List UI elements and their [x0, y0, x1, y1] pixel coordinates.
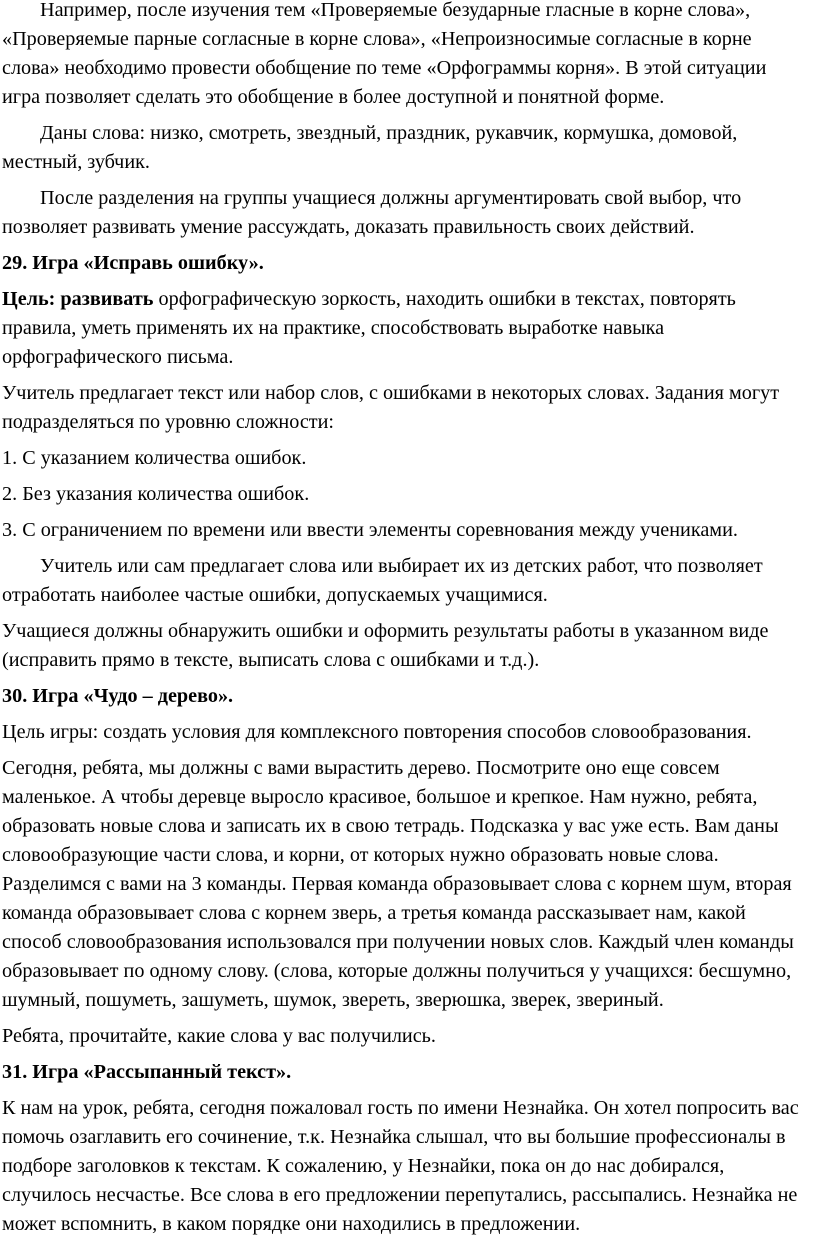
- paragraph-30-read: Ребята, прочитайте, какие слова у вас получились.: [2, 1025, 436, 1047]
- heading-game-31: 31. Игра «Рассыпанный текст».: [2, 1061, 292, 1083]
- list-item: 3. С ограничением по времени или ввести элементы соревнования между учениками.: [2, 519, 738, 541]
- paragraph-29-students: Учащиеся должны обнаружить ошибки и оформить результаты работы в указанном виде (исправить прямо в тексте, выписать слова с ошибками и т.д.).: [2, 620, 769, 671]
- paragraph-29-teacher: Учитель или сам предлагает слова или выбирает их из детских работ, что позволяет отработать наиболее частые ошибки, допускаемых учащимися.: [2, 555, 763, 606]
- paragraph-30-goal: Цель игры: создать условия для комплексного повторения способов словообразования.: [2, 721, 752, 743]
- heading-game-30: 30. Игра «Чудо – дерево».: [2, 685, 234, 707]
- goal-text: орфографическую зоркость, находить ошибки в текстах, повторять правила, уметь применять их на практике, способствовать выработке навыка орфографического письма.: [2, 288, 736, 368]
- list-item: 1. С указанием количества ошибок.: [2, 447, 307, 469]
- goal-label: Цель: развивать: [2, 288, 154, 310]
- paragraph-generalization: Например, после изучения тем «Проверяемые безударные гласные в корне слова», «Проверяемые парные согласные в корне слова», «Непроизносимые согласные в корне слова» необходимо провести обобщение по теме «Орфограммы корня». В этой ситуации игра позволяет сделать это обобщение в более доступной и понятной форме.: [2, 0, 767, 108]
- paragraph-word-list: Даны слова: низко, смотреть, звездный, праздник, рукавчик, кормушка, домовой, местный, зубчик.: [2, 122, 738, 173]
- paragraph-argumentation: После разделения на группы учащиеся должны аргументировать свой выбор, что позволяет развивать умение рассуждать, доказать правильность своих действий.: [2, 187, 742, 238]
- heading-game-29: 29. Игра «Исправь ошибку».: [2, 252, 264, 274]
- paragraph-30-story: Сегодня, ребята, мы должны с вами вырастить дерево. Посмотрите оно еще совсем маленькое. А чтобы деревце выросло красивое, большое и крепкое. Нам нужно, ребята, образовать новые слова и записать их в свою тетрадь. Подсказка у вас уже есть. Вам даны словообразующие части слова, и корни, от которых нужно образовать новые слова. Разделимся с вами на 3 команды. Первая команда образовывает слова с корнем шум, вторая команда образовывает слова с корнем зверь, а третья команда рассказывает нам, какой способ словообразования использовался при получении новых слов. Каждый член команды образовывает по одному слову. (слова, которые должны получиться у учащихся: бесшумно, шумный, пошуметь, зашуметь, шумок, звереть, зверюшка, зверек, звериный.: [2, 757, 794, 1011]
- paragraph-29-intro: Учитель предлагает текст или набор слов, с ошибками в некоторых словах. Задания могут подразделяться по уровню сложности:: [2, 382, 780, 433]
- paragraph-goal-29: [2, 285, 808, 372]
- paragraph-31-story: К нам на урок, ребята, сегодня пожаловал гость по имени Незнайка. Он хотел попросить вас помочь озаглавить его сочинение, т.к. Незнайка слышал, что вы большие профессионалы в подборе заголовков к текстам. К сожалению, у Незнайки, пока он до нас добирался, случилось несчастье. Все слова в его предложении перепутались, рассыпались. Незнайка не может вспомнить, в каком порядке они находились в предложении.: [2, 1097, 799, 1235]
- list-item: 2. Без указания количества ошибок.: [2, 483, 310, 505]
